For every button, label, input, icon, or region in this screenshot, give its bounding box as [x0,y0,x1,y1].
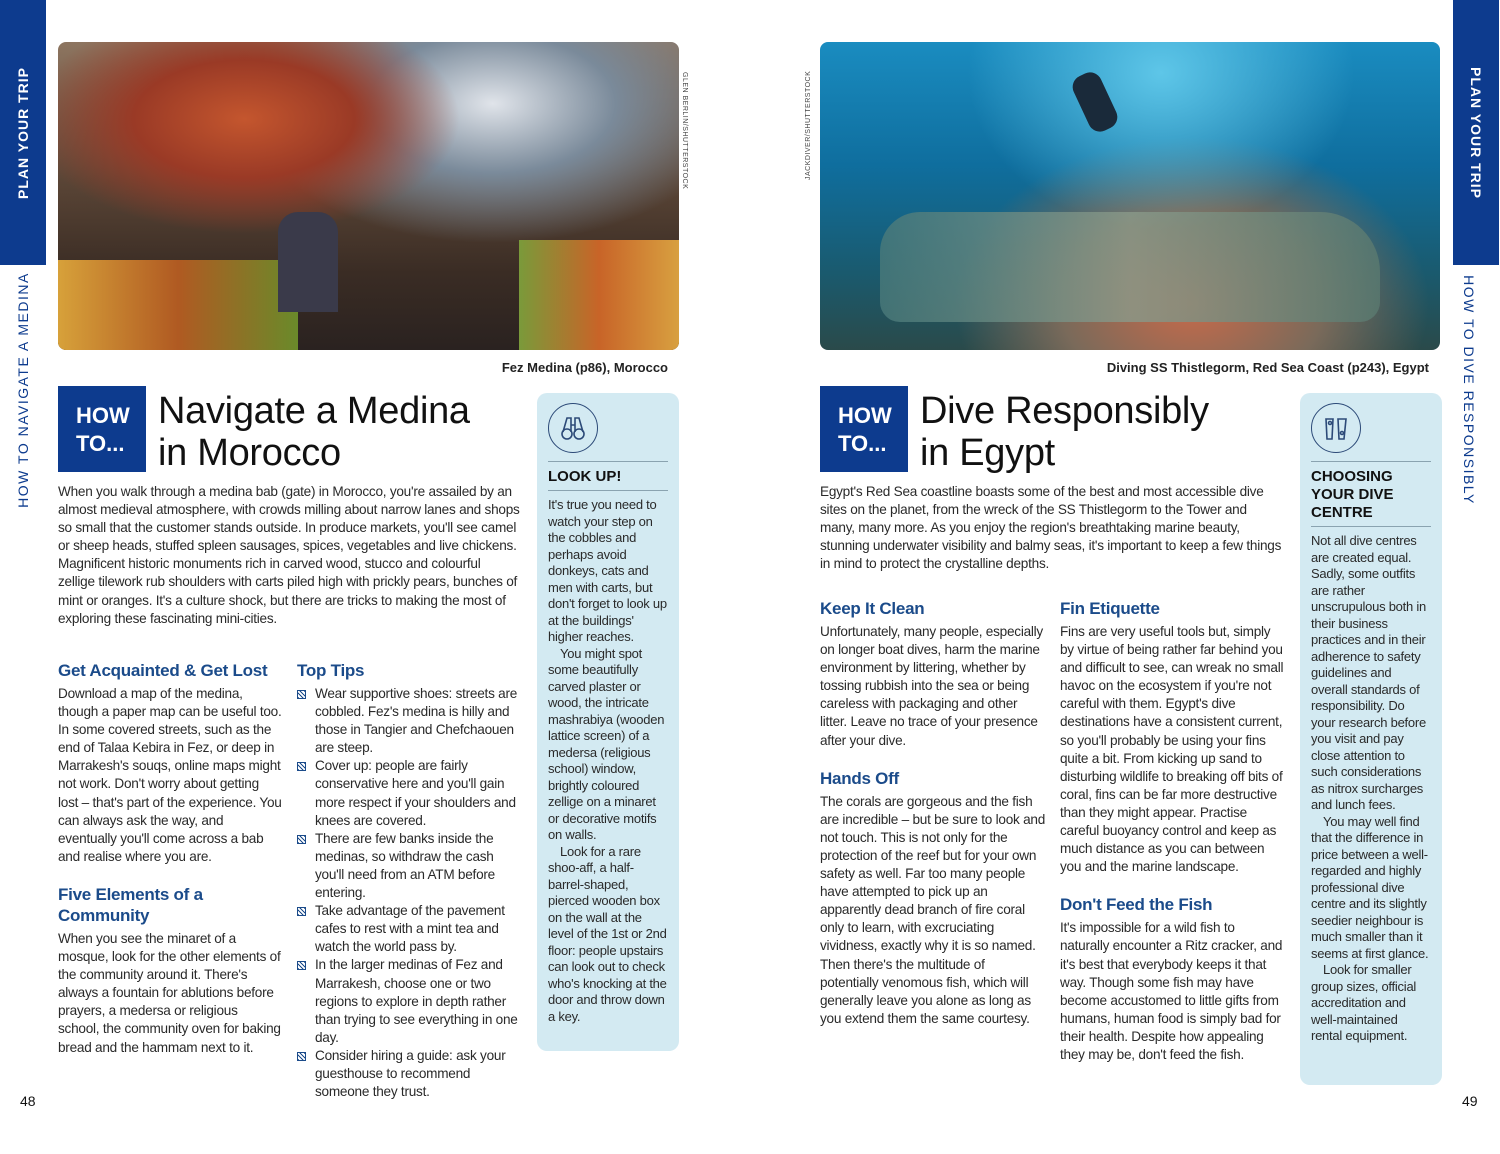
column-right [1060,598,1286,1064]
tip-item: In the larger medinas of Fez and Marrakesh, choose one or two regions to explore in depth rather than trying to see everything in one day. [297,956,522,1046]
section-heading: Hands Off [820,768,899,788]
tip-item: Take advantage of the pavement cafes to rest with a mint tea and watch the world pass by. [297,902,522,956]
sidebar-paragraph: Look for smaller group sizes, official accreditation and well-maintained rental equipment. [1311,962,1417,1043]
section-tab-right[interactable] [1453,0,1499,265]
photo-credit: GLEN BERLIN/SHUTTERSTOCK [681,72,688,190]
photo-credit: JACKDIVER/SHUTTERSTOCK [805,70,812,180]
tip-item: Cover up: people are fairly conservative here and you'll gain more respect if your shoulders and knees are covered. [297,757,522,829]
section-text: Download a map of the medina, though a paper map can be useful too. In some covered streets, such as the end of Talaa Kebira in Fez, or deep in Marrakesh's souqs, online maps might not work. Don't worry about getting lost – that's part of the experience. You can always ask the way, and eventually you'll come across a bab and realise where you are. [58,686,282,864]
section-heading: Keep It Clean [820,599,925,618]
section-heading: Top Tips [297,661,365,680]
section-text: Fins are very useful tools but, simply by virtue of being rather far behind you and difficult to see, can wreak no small havoc on the ecosystem if you're not careful with them. Egypt's dive destinations have a consistent current, so you'll probably be using your fins quite a bit. From kicking up sand to disturbing wildlife to breaking off bits of coral, fins can be far more destructive than they might appear. Practise careful buoyancy control and keep as much distance as you can between you and the marine landscape. [1060,624,1284,875]
photo-caption: Fez Medina (p86), Morocco [501,360,668,375]
section-text: When you see the minaret of a mosque, look for the other elements of the community around it. There's always a fountain for ablutions before prayers, a medersa or religious school, the community oven for baking bread and the hammam next to it. [58,930,281,1055]
section-text: It's impossible for a wild fish to naturally encounter a Ritz cracker, and it's best that everybody keeps it that way. Though some fish may have become accustomed to little gifts from humans, human food is simply bad for their health. Despite how appealing they may be, don't feed the fish. [1060,920,1283,1062]
tip-item: There are few banks inside the medinas, so withdraw the cash you'll need from an ATM before entering. [297,830,522,902]
page-number: 49 [1462,1093,1478,1109]
photo-thistlegorm-wreck [820,42,1440,350]
binoculars-icon [548,403,598,453]
top-tips [297,660,522,1101]
section-heading: Get Acquainted & Get Lost [58,661,268,680]
section-heading: Five Elements of a Community [58,884,203,925]
page-number: 48 [20,1093,36,1109]
sidebar-look-up [537,393,679,1051]
sidebar-heading: CHOOSING YOUR DIVE CENTRE [1311,468,1394,521]
photo-caption: Diving SS Thistlegorm, Red Sea Coast (p243), Egypt [1106,360,1429,375]
how-to-badge: HOW TO... [820,386,908,472]
sidebar-paragraph: Look for a rare shoo-aff, a half-barrel-shaped, pierced wooden box on the wall at the level of the 1st or 2nd floor: people upstairs can look out to check who's knocking at the door and throw down a key. [548,843,667,1024]
column-left [58,660,282,1057]
section-heading: Fin Etiquette [1060,599,1160,618]
section-text: The corals are gorgeous and the fish are incredible – but be sure to look and not touch. This is not only for the protection of the reef but for your own safety as well. Far too many people have attempted to pick up an apparently dead branch of fire coral only to learn, with excruciating vividness, exactly why it is so named. Then there's the multitude of potentially venomous fish, which will generally leave you alone as long as you extend them the same courtesy. [820,793,1046,1026]
intro-text: When you walk through a medina bab (gate) in Morocco, you're assailed by an almost medieval atmosphere, with crowds milling about narrow lanes and shops so small that the customer stands outside. In produce markets, you'll see camel or sheep heads, stuffed spleen sausages, spices, vegetables and live chickens. Magnificent historic monuments rich in carved wood, stucco and colourful zellige tilework rub shoulders with carts piled high with prickly pears, bunches of mint or oranges. It's a culture shock, but there are tricks to making the most of exploring these fascinating mini-cities. [58,484,520,626]
column-left [820,598,1046,1028]
sidebar-paragraph: You might spot some beautifully carved plaster or wood, the intricate mashrabiya (wooden lattice screen) of a medersa (religious school) window, brightly coloured zellige on a minaret or decorative motifs on walls. [548,645,665,842]
tip-item: Wear supportive shoes: streets are cobbled. Fez's medina is hilly and those in Tangier and Chefchaouen are steep. [297,685,522,757]
section-tab-left[interactable] [0,0,46,265]
section-text: Unfortunately, many people, especially on longer boat dives, harm the marine environment by littering, whether by tossing rubbish into the sea or being careless with packaging and other litter. Leave no trace of your presence after your dive. [820,624,1043,748]
sidebar-paragraph: Not all dive centres are created equal. Sadly, some outfits are rather unscrupulous both in their business practices and in their adherence to safety guidelines and overall standards of responsibility. Do your research before you visit and pay close attention to such considerations as nitrox surcharges and lunch fees. [1311,533,1426,812]
chapter-label-left: HOW TO NAVIGATE A MEDINA [15,272,31,508]
sidebar-paragraph: You may well find that the difference in price between a well-regarded and highly professional dive centre and its slightly seedier neighbour is much smaller than it seems at first glance. [1311,813,1429,961]
fins-icon [1311,403,1361,453]
sidebar-paragraph: It's true you need to watch your step on the cobbles and perhaps avoid donkeys, cats and men with carts, but don't forget to look up at the buildings' higher reaches. [548,497,667,644]
page-title: Navigate a Medina in Morocco [158,390,470,474]
sidebar-heading: LOOK UP! [548,468,622,485]
section-tab-label: PLAN YOUR TRIP [1468,66,1484,199]
photo-fez-medina [58,42,679,350]
intro-text: Egypt's Red Sea coastline boasts some of the best and most accessible dive sites on the planet, from the wreck of the SS Thistlegorm to the Tower and many, many more. As you enjoy the region's breathtaking marine beauty, stunning underwater visibility and balmy seas, it's important to keep a few things in mind to protect the crystalline depths. [820,484,1282,572]
section-heading: Don't Feed the Fish [1060,895,1213,915]
chapter-label-right: HOW TO DIVE RESPONSIBLY [1461,275,1477,505]
page-title: Dive Responsibly in Egypt [920,390,1209,474]
sidebar-dive-centre [1300,393,1442,1085]
section-tab-label: PLAN YOUR TRIP [15,66,31,199]
how-to-badge: HOW TO... [58,386,146,472]
tip-item: Consider hiring a guide: ask your guesthouse to recommend someone they trust. [297,1047,522,1101]
